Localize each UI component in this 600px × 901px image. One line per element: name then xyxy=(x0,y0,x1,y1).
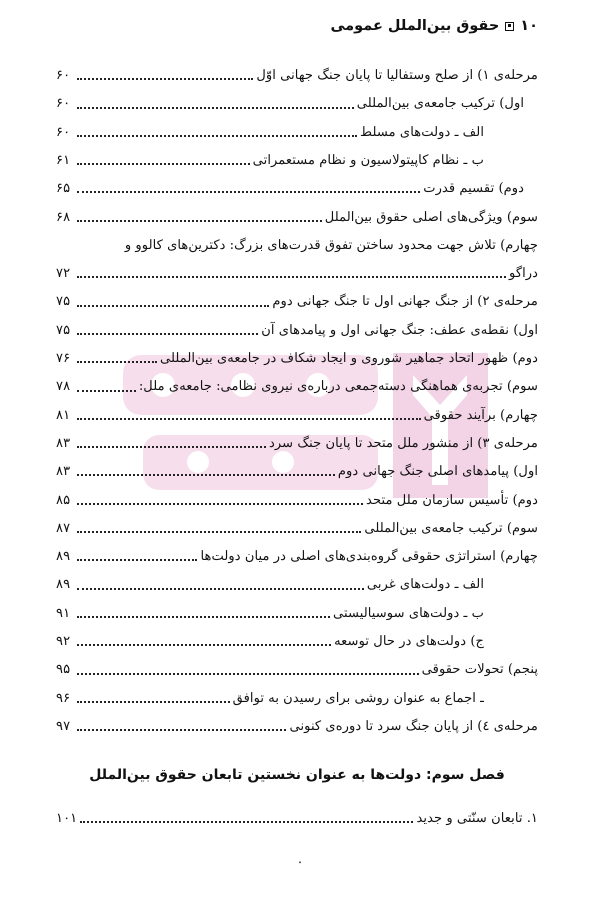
dot-leader xyxy=(77,729,286,731)
dot-leader xyxy=(77,191,420,193)
toc-entry-page: ۶۸ xyxy=(56,209,71,225)
toc-entry-title: دوم) ظهور اتحاد جماهیر شوروی و ایجاد شکاف در جامعه‌ی بین‌المللی xyxy=(160,351,538,367)
toc-entry[interactable] xyxy=(56,481,538,509)
toc-entry-page: ۸۹ xyxy=(56,549,71,565)
toc-entry-title: ب ـ نظام کاپیتولاسیون و نظام مستعمراتی xyxy=(252,152,484,168)
toc-entry[interactable] xyxy=(56,708,538,736)
toc-entry-title: سوم) ترکیب جامعه‌ی بین‌المللی xyxy=(364,520,538,536)
dot-leader xyxy=(77,107,354,109)
toc-entry-title: دوم) تقسیم قدرت xyxy=(423,181,524,197)
toc-entry-title: مرحله‌ی ٤) از پایان جنگ سرد تا دوره‌ی کنونی xyxy=(289,718,538,734)
toc-entry[interactable] xyxy=(56,623,538,651)
dot-leader xyxy=(77,276,506,278)
toc-entry-page: ۷۵ xyxy=(56,294,71,310)
toc-entry-page: ۹۷ xyxy=(56,718,71,734)
toc-entry-page: ۸۹ xyxy=(56,577,71,593)
toc-entry-page: ۹۲ xyxy=(56,634,71,650)
dot-leader xyxy=(77,588,364,590)
toc-entry-title: سوم) ویژگی‌های اصلی حقوق بین‌الملل xyxy=(324,209,538,225)
dot-leader xyxy=(77,305,269,307)
toc-entry-title: ج) دولت‌های در حال توسعه xyxy=(334,634,484,650)
toc-entry-title: الف ـ دولت‌های غربی xyxy=(366,577,484,593)
running-header xyxy=(60,12,538,40)
dot-leader xyxy=(77,559,197,561)
table-of-contents-chapter xyxy=(56,800,538,828)
toc-entry-page: ۹۶ xyxy=(56,690,71,706)
toc-entry[interactable] xyxy=(56,340,538,368)
toc-entry-title: چهارم) برآیند حقوقی xyxy=(423,407,538,423)
dot-leader xyxy=(77,531,361,533)
toc-entry[interactable] xyxy=(56,510,538,538)
dot-leader xyxy=(77,78,253,80)
toc-entry-title: ب ـ دولت‌های سوسیالیستی xyxy=(333,605,484,621)
dot-leader xyxy=(77,446,266,448)
dot-leader xyxy=(77,418,421,420)
dot-leader xyxy=(77,474,335,476)
toc-entry-title: اول) پیامدهای اصلی جنگ جهانی دوم xyxy=(337,464,538,480)
toc-entry-page: ۸۳ xyxy=(56,435,71,451)
toc-entry-page: ۹۱ xyxy=(56,605,71,621)
dot-leader xyxy=(80,821,413,823)
toc-entry-title: مرحله‌ی ۳) از منشور ملل متحد تا پایان جنگ سرد xyxy=(268,435,538,451)
chapter-heading: فصل سوم: دولت‌ها به عنوان نخستین تابعان حقوق بین‌الملل xyxy=(89,767,505,783)
toc-entry-title: پنجم) تحولات حقوقی xyxy=(421,662,538,678)
dot-leader xyxy=(77,135,357,137)
toc-entry-page: ۸۷ xyxy=(56,520,71,536)
toc-entry-page: ۶۵ xyxy=(56,181,71,197)
toc-entry[interactable] xyxy=(56,453,538,481)
toc-entry[interactable] xyxy=(56,425,538,453)
toc-entry[interactable] xyxy=(56,566,538,594)
dot-leader xyxy=(77,673,419,675)
toc-entry-page: ۶۰ xyxy=(56,124,71,140)
toc-entry[interactable] xyxy=(56,227,538,255)
dot-leader xyxy=(77,616,330,618)
toc-entry-title: چهارم) تلاش جهت محدود ساختن تفوق قدرت‌های بزرگ: دکترین‌های کالوو و xyxy=(124,237,538,253)
dot-leader xyxy=(77,333,258,335)
toc-entry-title: اول) ترکیب جامعه‌ی بین‌المللی xyxy=(356,96,524,112)
toc-entry-page: ۸۱ xyxy=(56,407,71,423)
toc-entry-page: ۷۲ xyxy=(56,266,71,282)
toc-entry[interactable] xyxy=(56,538,538,566)
toc-entry-page: ۷۸ xyxy=(56,379,71,395)
toc-entry-title: دراگو xyxy=(509,266,538,282)
toc-entry-title: مرحله‌ی ۲) از جنگ جهانی اول تا جنگ جهانی دوم xyxy=(272,294,538,310)
toc-entry[interactable] xyxy=(56,198,538,226)
toc-entry[interactable] xyxy=(56,57,538,85)
toc-entry-page: ۶۱ xyxy=(56,152,71,168)
dot-leader xyxy=(77,163,250,165)
toc-entry-title: ۱. تابعان سنّتی و جدید xyxy=(416,811,538,827)
toc-entry-page: ۸۵ xyxy=(56,492,71,508)
toc-entry-title: دوم) تأسیس سازمان ملل متحد xyxy=(366,492,538,508)
toc-entry-continuation[interactable] xyxy=(56,255,538,283)
toc-entry[interactable] xyxy=(56,368,538,396)
toc-entry-page: ۶۰ xyxy=(56,96,71,112)
toc-entry[interactable] xyxy=(56,397,538,425)
toc-entry-page: ۶۰ xyxy=(56,68,71,84)
header-book-title: حقوق بین‌الملل عمومی xyxy=(330,18,500,34)
toc-entry[interactable] xyxy=(56,312,538,340)
toc-entry[interactable] xyxy=(56,595,538,623)
toc-entry-page: ۷۵ xyxy=(56,322,71,338)
toc-entry-title: اول) نقطه‌ی عطف: جنگ جهانی اول و پیامدهای آن xyxy=(261,322,538,338)
dot-leader xyxy=(77,220,322,222)
toc-entry-page: ۱۰۱ xyxy=(56,811,78,827)
square-bullet-icon xyxy=(505,22,514,31)
toc-entry[interactable] xyxy=(56,142,538,170)
dot-leader xyxy=(77,644,331,646)
toc-entry[interactable] xyxy=(56,680,538,708)
toc-entry[interactable] xyxy=(56,85,538,113)
toc-entry-title: سوم) تجربه‌ی هماهنگی دسته‌جمعی درباره‌ی نیروی نظامی: جامعه‌ی ملل: xyxy=(138,379,538,395)
toc-entry[interactable] xyxy=(56,283,538,311)
toc-entry-page: ۷۶ xyxy=(56,351,71,367)
toc-entry-title: ـ اجماع به عنوان روشی برای رسیدن به توافق xyxy=(232,690,484,706)
toc-entry-title: الف ـ دولت‌های مسلط xyxy=(360,124,484,140)
dot-leader xyxy=(77,701,230,703)
header-page-number: ۱۰ xyxy=(520,18,538,34)
toc-entry[interactable] xyxy=(56,114,538,142)
dot-leader xyxy=(77,390,136,392)
table-of-contents xyxy=(56,57,538,736)
toc-entry[interactable] xyxy=(56,170,538,198)
footer-page-mark: ۰ xyxy=(296,855,304,870)
toc-entry-title: چهارم) استراتژی حقوقی گروه‌بندی‌های اصلی در میان دولت‌ها xyxy=(200,549,538,565)
toc-entry-title: مرحله‌ی ۱) از صلح وستفالیا تا پایان جنگ جهانی اوّل xyxy=(256,68,538,84)
dot-leader xyxy=(77,503,363,505)
dot-leader xyxy=(77,361,157,363)
toc-entry[interactable] xyxy=(56,651,538,679)
toc-entry-page: ۸۳ xyxy=(56,464,71,480)
toc-entry[interactable] xyxy=(56,800,538,828)
toc-entry-page: ۹۵ xyxy=(56,662,71,678)
